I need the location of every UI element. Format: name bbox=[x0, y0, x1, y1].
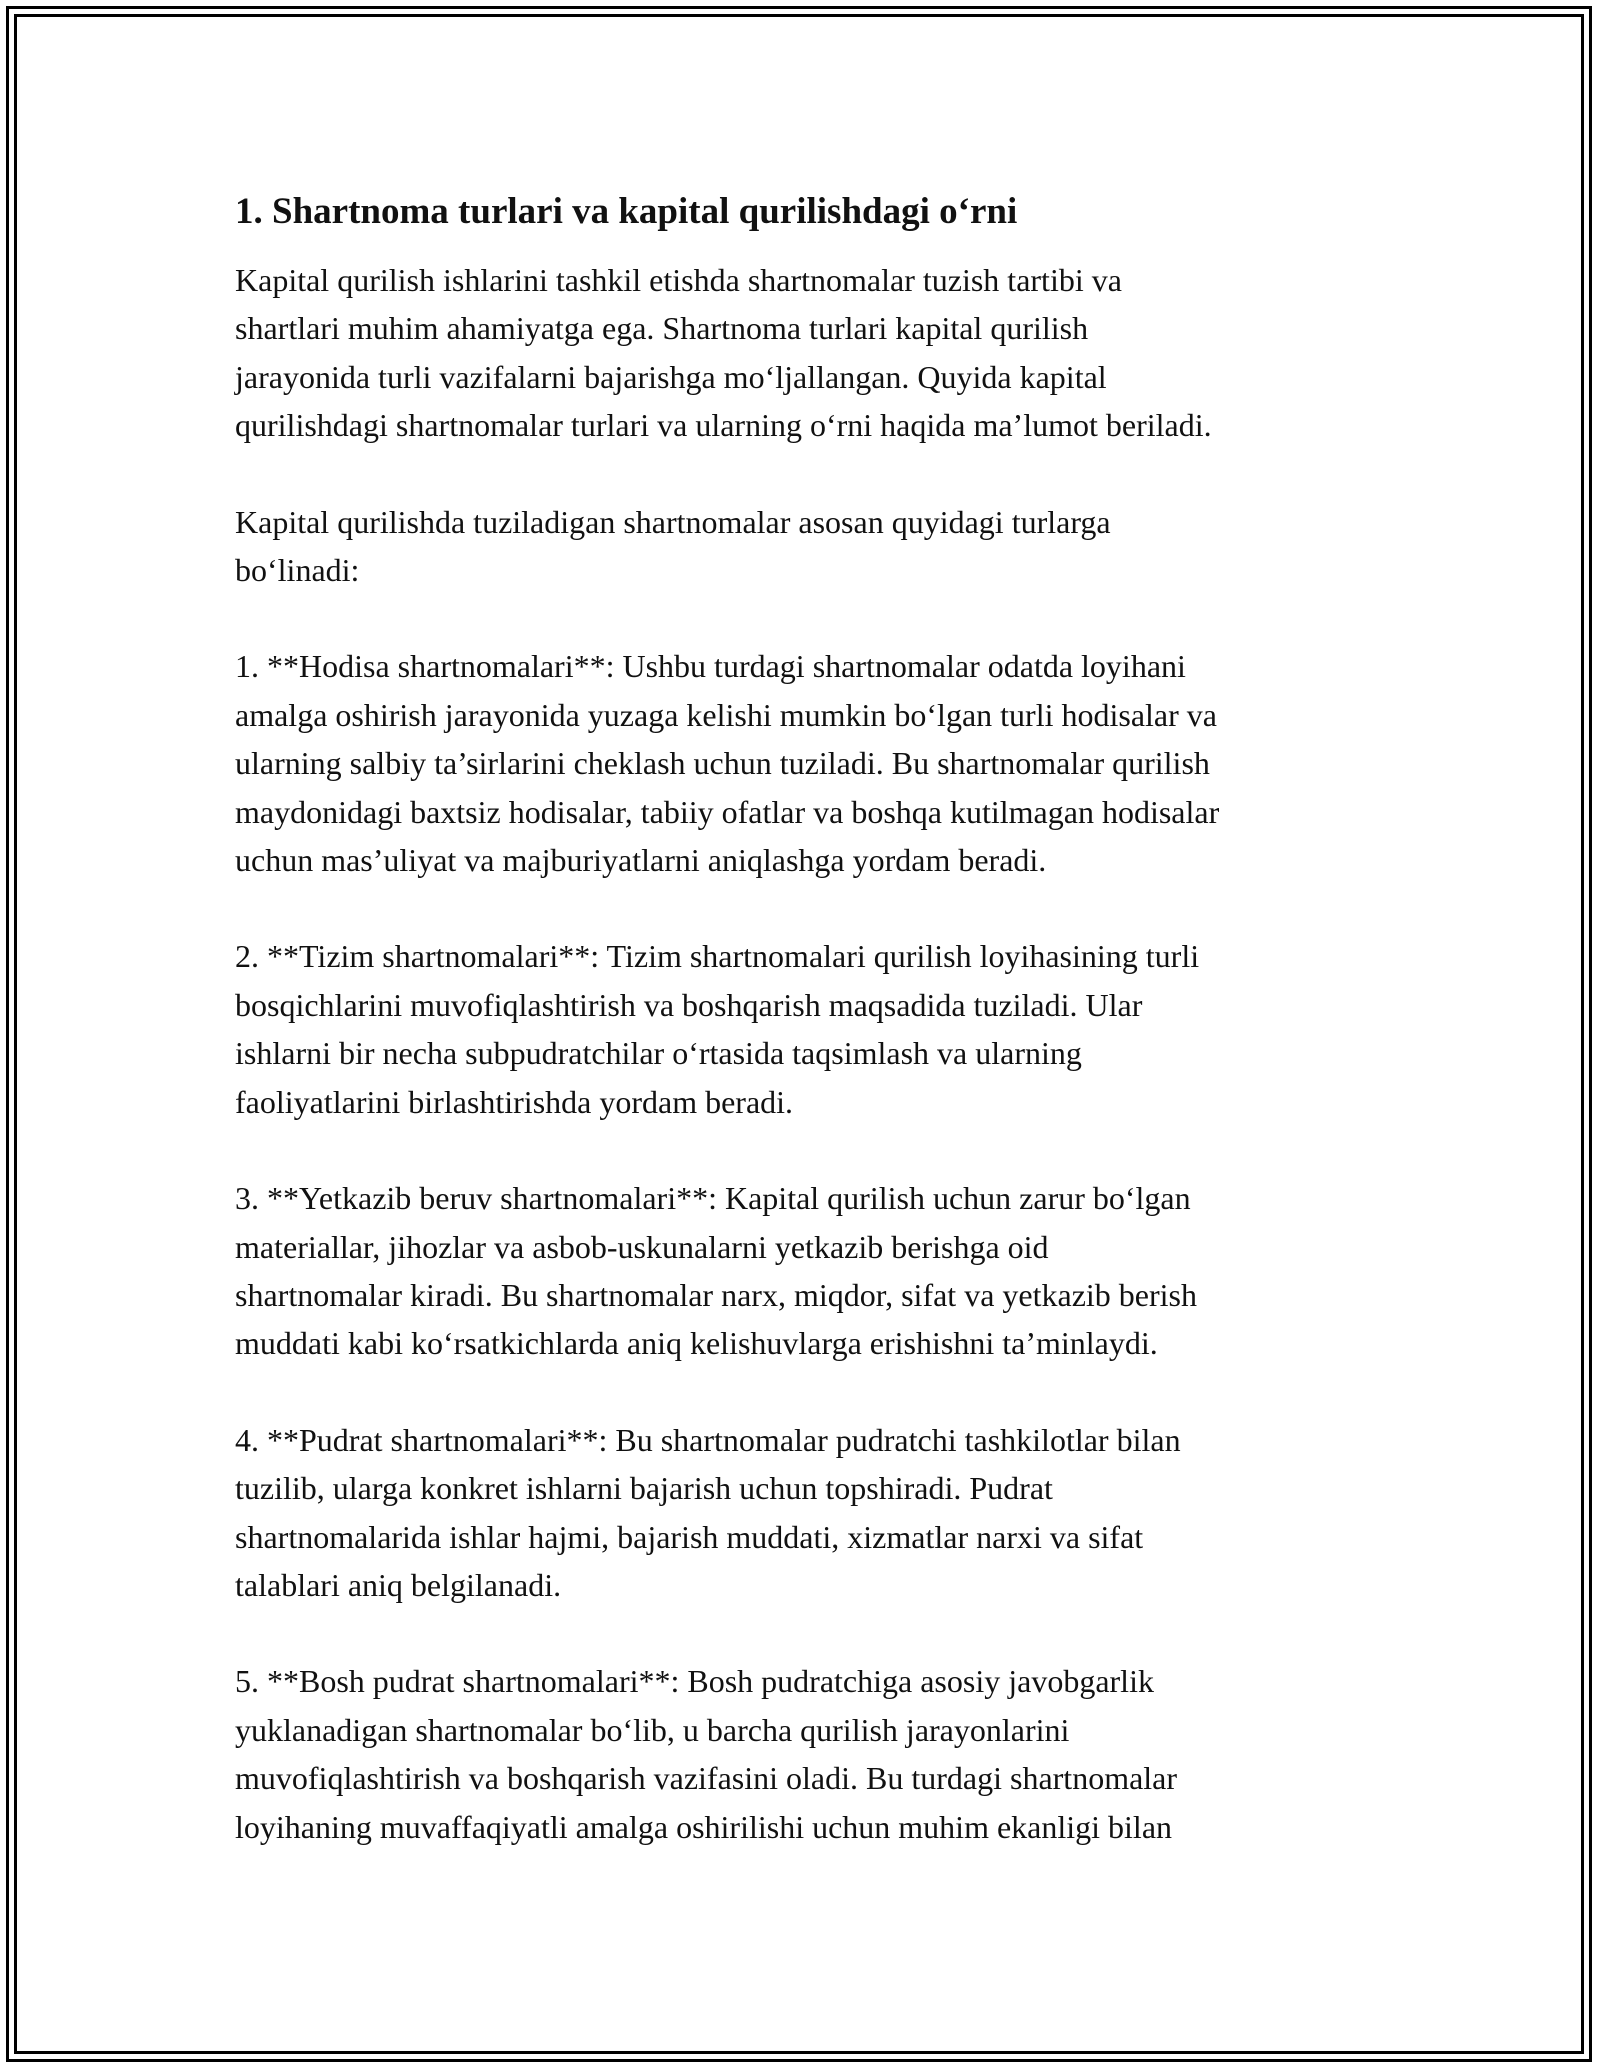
list-item-hodisa: 1. **Hodisa shartnomalari**: Ushbu turdagi shartnomalar odatda loyihani amalga oshirish jarayonida yuzaga kelishi mumkin bo‘lgan turli hodisalar va ularning salbiy ta’sirlarini cheklash uchun tuziladi. Bu shartnomalar qurilish maydonidagi baxtsiz hodisalar, tabiiy ofatlar va boshqa kutilmagan hodisalar uchun mas’uliyat va majburiyatlarni aniqlashga yordam beradi. bbox=[235, 648, 1220, 879]
intro-paragraph: Kapital qurilish ishlarini tashkil etishda shartnomalar tuzish tartibi va shartlari muhim ahamiyatga ega. Shartnoma turlari kapital qurilish jarayonida turli vazifalarni bajarishga mo‘ljallangan. Quyida kapital qurilishdagi shartnomalar turlari va ularning o‘rni haqida ma’lumot beriladi. bbox=[235, 262, 1212, 444]
list-item-pudrat: 4. **Pudrat shartnomalari**: Bu shartnomalar pudratchi tashkilotlar bilan tuzilib, ularga konkret ishlarni bajarish uchun topshiradi. Pudrat shartnomalarida ishlar hajmi, bajarish muddati, xizmatlar narxi va sifat talablari aniq belgilanadi. bbox=[235, 1421, 1181, 1603]
types-lead-paragraph: Kapital qurilishda tuziladigan shartnomalar asosan quyidagi turlarga bo‘linadi: bbox=[235, 503, 1111, 589]
list-item-tizim: 2. **Tizim shartnomalari**: Tizim shartnomalari qurilish loyihasining turli bosqichlarini muvofiqlashtirish va boshqarish maqsadida tuziladi. Ular ishlarni bir necha subpudratchilar o‘rtasida taqsimlash va ularning faoliyatlarini birlashtirishda yordam beradi. bbox=[235, 938, 1200, 1120]
document-body bbox=[235, 188, 1375, 1851]
list-item-bosh-pudrat: 5. **Bosh pudrat shartnomalari**: Bosh pudratchiga asosiy javobgarlik yuklanadigan shartnomalar bo‘lib, u barcha qurilish jarayonlarini muvofiqlashtirish va boshqarish vazifasini oladi. Bu turdagi shartnomalar loyihaning muvaffaqiyatli amalga oshirilishi uchun muhim ekanligi bilan bbox=[235, 1663, 1178, 1845]
section-heading: 1. Shartnoma turlari va kapital qurilishdagi o‘rni bbox=[235, 191, 1018, 232]
list-item-yetkazib: 3. **Yetkazib beruv shartnomalari**: Kapital qurilish uchun zarur bo‘lgan materiallar, jihozlar va asbob-uskunalarni yetkazib berishga oid shartnomalar kiradi. Bu shartnomalar narx, miqdor, sifat va yetkazib berish muddati kabi ko‘rsatkichlarda aniq kelishuvlarga erishishni ta’minlaydi. bbox=[235, 1180, 1197, 1362]
